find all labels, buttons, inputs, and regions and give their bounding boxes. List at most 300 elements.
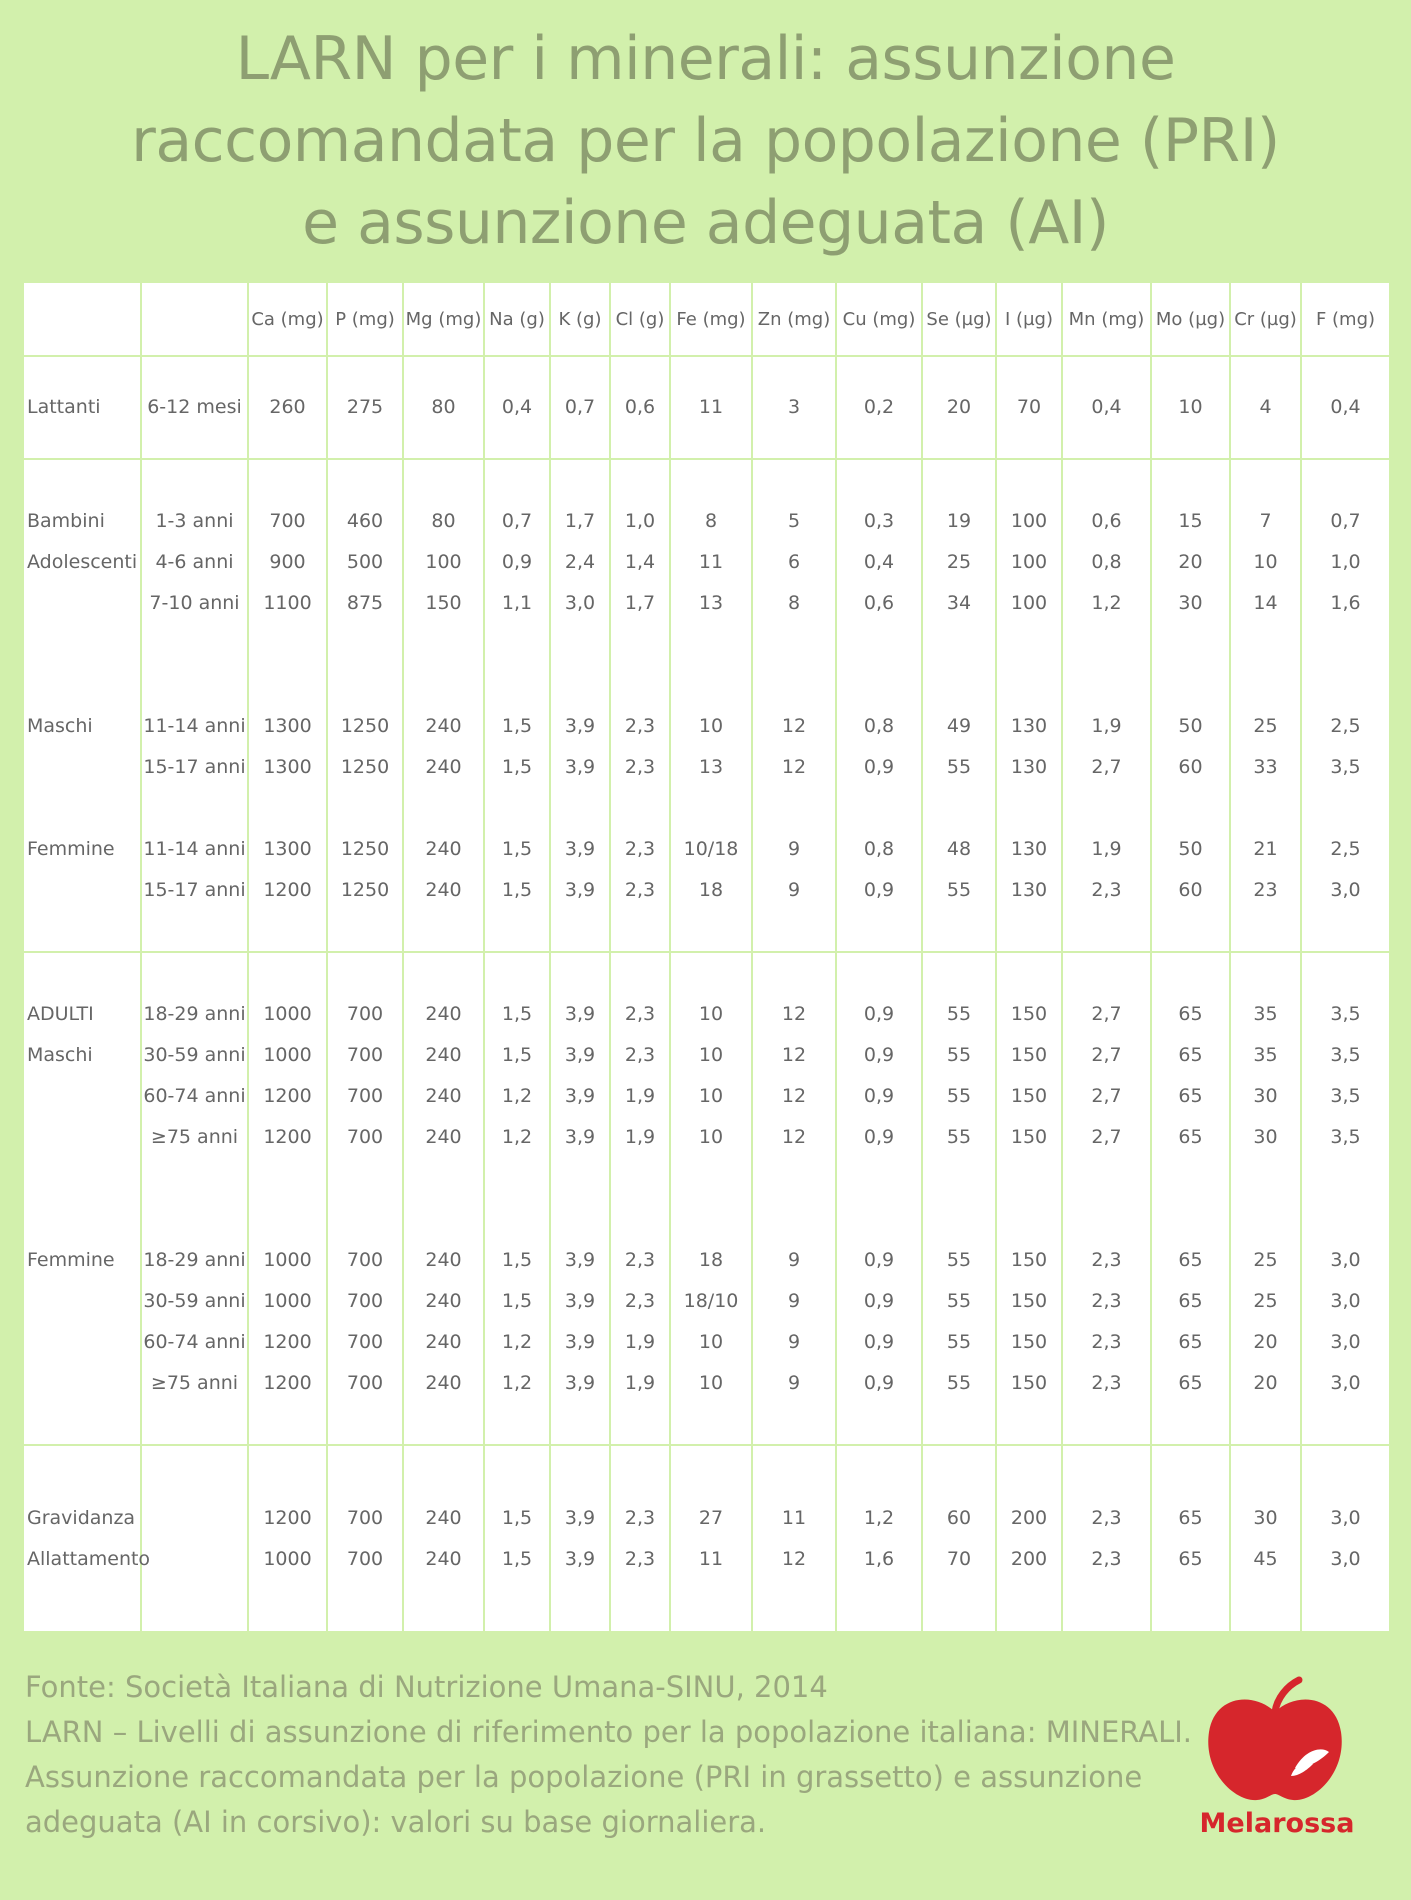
value: 1200 [263,878,312,901]
footer-line-4: adeguata (AI in corsivo): valori su base giornaliera. [25,1805,767,1839]
brand-logo-text: Melarossa [1199,1808,1355,1839]
value: 0,9 [863,1371,895,1394]
value-cell [550,1445,610,1632]
value [1063,788,1150,829]
value: 65 [1178,1506,1203,1529]
value: 2,3 [624,1043,656,1066]
value: 3,0 [1330,878,1361,901]
column-header [23,282,141,356]
value: 700 [346,1547,384,1570]
value: 1,1 [501,591,533,614]
value: 7 [1259,509,1272,532]
value [1231,1158,1300,1199]
column-header: Ca (mg) [248,282,327,356]
value: 2,3 [1091,1248,1122,1271]
value [404,624,483,665]
value: 1,5 [501,1506,533,1529]
value: 150 [1010,1289,1048,1312]
value-cell [670,952,752,1445]
value: 240 [425,714,462,737]
empty-label [27,583,140,624]
value-cell [1230,459,1301,952]
value: 10 [698,1125,724,1148]
value: 2,3 [624,1506,656,1529]
value: 275 [346,395,384,418]
value: 100 [1010,509,1048,532]
column-header: Fe (mg) [670,282,752,356]
value: 2,3 [624,1248,656,1271]
value: 0,6 [863,591,895,614]
value: 3,9 [564,1248,596,1271]
column-header: P (mg) [327,282,403,356]
value-cell [996,1445,1062,1632]
value: 0,7 [1330,509,1361,532]
value: 60 [1178,878,1203,901]
value: 1,5 [501,714,533,737]
value-cell [1151,952,1230,1445]
column-header [141,282,248,356]
value-cell [550,952,610,1445]
value [551,1199,609,1240]
value: 200 [1010,1506,1048,1529]
value: 12 [781,1125,807,1148]
value: 10 [1178,395,1203,418]
value: 130 [1010,714,1048,737]
group-label: Gravidanza [27,1506,136,1529]
value [551,624,609,665]
value: 10 [698,1330,724,1353]
value-cell [996,459,1062,952]
value: 3,5 [1330,1084,1361,1107]
value: 30 [1178,591,1203,614]
value-cell [752,1445,836,1632]
value: 130 [1010,878,1048,901]
value: 55 [946,1002,972,1025]
value [249,788,326,829]
value: 240 [425,1084,462,1107]
value: 1250 [340,714,390,737]
table-row [23,356,1390,459]
value [328,624,402,665]
value-cell [922,356,996,459]
value: 3,9 [564,1330,596,1353]
value: 2,3 [624,1547,656,1570]
group-label-cell [23,356,141,459]
empty-label [27,1322,140,1363]
value: 20 [1253,1330,1278,1353]
value: 30 [1253,1506,1278,1529]
value [1063,665,1150,706]
value: 50 [1178,714,1203,737]
group-label-cell [23,1445,151,1632]
value-cell [248,952,327,1445]
footer-line-2: LARN – Livelli di assunzione di riferimento per la popolazione italiana: MINERALI. [25,1715,1193,1749]
value [485,788,549,829]
age-range: 15-17 anni [143,755,246,778]
value: 1,6 [1330,591,1361,614]
value: 23 [1253,878,1278,901]
value: 55 [946,1043,972,1066]
value: 3,0 [564,591,596,614]
value-cell [922,1445,996,1632]
age-range [142,1199,247,1240]
value [997,788,1061,829]
value: 65 [1178,1125,1203,1148]
table-header-row [23,282,1390,356]
value-cell [1301,1445,1390,1632]
subgroup-label: Maschi [27,714,93,737]
value: 25 [1253,1248,1278,1271]
value: 4 [1259,395,1272,418]
value: 3,9 [564,1547,596,1570]
value: 80 [431,395,456,418]
value: 65 [1178,1248,1203,1271]
value [328,1158,402,1199]
value [1152,665,1229,706]
value-cell [484,1445,550,1632]
value: 1,2 [501,1371,533,1394]
value-cell [1062,952,1151,1445]
value: 27 [698,1506,724,1529]
value: 3,9 [564,837,596,860]
column-header: Zn (mg) [752,282,836,356]
value-cell [484,952,550,1445]
value: 30 [1253,1084,1278,1107]
value: 18 [698,1248,724,1271]
value: 1300 [263,755,312,778]
age-range: 60-74 anni [143,1084,246,1107]
column-header: F (mg) [1301,282,1390,356]
value: 0,8 [863,837,895,860]
value: 0,3 [863,509,895,532]
value: 2,3 [624,1002,656,1025]
age-range: 7-10 anni [149,591,240,614]
value: 55 [946,1371,972,1394]
value: 1,2 [501,1084,533,1107]
value: 1,9 [624,1371,656,1394]
value-cell [403,356,484,459]
value-cell [670,356,752,459]
value: 55 [946,1289,972,1312]
value-cell [670,1445,752,1632]
value: 1,5 [501,1547,533,1570]
value [611,1158,669,1199]
page-title [0,18,1411,264]
footer-line-3: Assunzione raccomandata per la popolazione (PRI in grassetto) e assunzione [25,1760,1143,1794]
value: 1200 [263,1330,312,1353]
value [1152,788,1229,829]
value [551,1158,609,1199]
value: 1,7 [564,509,596,532]
age-range: 1-3 anni [155,509,234,532]
value [671,1158,751,1199]
value: 10 [698,1371,724,1394]
value [611,788,669,829]
value: 1000 [263,1547,312,1570]
value [249,624,326,665]
value: 700 [346,1002,384,1025]
value: 1,9 [1091,714,1122,737]
value: 18 [698,878,724,901]
value: 130 [1010,755,1048,778]
value: 1,5 [501,1248,533,1271]
value [671,665,751,706]
value-cell [1301,952,1390,1445]
value [837,788,921,829]
age-range: 30-59 anni [143,1043,246,1066]
value: 60 [1178,755,1203,778]
value: 65 [1178,1002,1203,1025]
value: 10 [1253,550,1278,573]
title-line-1: LARN per i minerali: assunzione [235,24,1176,94]
value: 3,9 [564,1125,596,1148]
value: 0,9 [863,755,895,778]
value-cell [996,356,1062,459]
value: 2,3 [1091,1330,1122,1353]
empty-label [27,1158,140,1199]
title-line-3: e assunzione adeguata (AI) [302,188,1109,258]
value: 55 [946,1125,972,1148]
value: 12 [781,755,807,778]
value [1302,1199,1389,1240]
source-note [25,1665,1193,1845]
value: 150 [425,591,462,614]
value: 55 [946,1330,972,1353]
age-range: 18-29 anni [143,1248,246,1271]
value [837,1199,921,1240]
value: 2,3 [1091,1289,1122,1312]
value: 11 [781,1506,807,1529]
value: 2,5 [1330,837,1361,860]
value: 0,9 [863,1125,895,1148]
value: 0,4 [1330,395,1361,418]
value-cell [403,952,484,1445]
value-cell [1301,459,1390,952]
value-cell [1151,459,1230,952]
column-header: Cr (µg) [1230,282,1301,356]
value [671,788,751,829]
empty-label [27,788,140,829]
value: 700 [346,1289,384,1312]
value: 55 [946,1084,972,1107]
value [1063,624,1150,665]
value [997,665,1061,706]
value: 150 [1010,1330,1048,1353]
value: 1,9 [624,1125,656,1148]
value: 0,9 [863,1248,895,1271]
value [1302,624,1389,665]
value [1063,1158,1150,1199]
age-range [142,788,247,829]
value: 240 [425,837,462,860]
value: 700 [269,509,306,532]
age-range: ≥75 anni [150,1371,239,1394]
value: 900 [269,550,306,573]
value-cell [1062,356,1151,459]
value: 60 [946,1506,972,1529]
value: 1,9 [624,1084,656,1107]
column-header: Mo (µg) [1151,282,1230,356]
value: 1,5 [501,755,533,778]
value: 12 [781,714,807,737]
value [753,788,835,829]
value [328,1199,402,1240]
value: 1,5 [501,878,533,901]
value: 50 [1178,837,1203,860]
value-cell [922,459,996,952]
value: 13 [698,591,724,614]
empty-label [27,1363,140,1404]
value: 15 [1178,509,1203,532]
value: 200 [1010,1547,1048,1570]
value: 13 [698,755,724,778]
value: 0,9 [863,1330,895,1353]
value: 0,6 [1091,509,1122,532]
value: 10 [698,714,724,737]
value [328,788,402,829]
value [328,665,402,706]
value-cell [550,356,610,459]
value: 0,4 [501,395,533,418]
value: 34 [946,591,972,614]
value: 1,6 [863,1547,895,1570]
subgroup-label: Femmine [27,837,115,860]
value: 12 [781,1002,807,1025]
value: 700 [346,1371,384,1394]
value: 0,9 [863,1002,895,1025]
value [753,624,835,665]
value: 1,5 [501,837,533,860]
value: 55 [946,878,972,901]
value: 3,0 [1330,1547,1361,1570]
value: 20 [1178,550,1203,573]
value-cell [327,459,403,952]
column-header: I (µg) [996,282,1062,356]
group-label: Bambini [27,509,105,532]
value: 9 [787,1248,801,1271]
value: 2,3 [624,714,656,737]
value: 240 [425,1289,462,1312]
value [753,665,835,706]
value [485,624,549,665]
value: 1,2 [501,1330,533,1353]
value: 240 [425,1330,462,1353]
value-cell [327,356,403,459]
value: 1,9 [624,1330,656,1353]
value: 49 [946,714,972,737]
larn-table [22,281,1391,1633]
value: 3,9 [564,1043,596,1066]
value [1152,1199,1229,1240]
value: 3,5 [1330,755,1361,778]
value: 25 [946,550,972,573]
value: 240 [425,1371,462,1394]
value: 20 [946,395,972,418]
value: 2,3 [1091,1371,1122,1394]
value: 0,9 [501,550,533,573]
value: 150 [1010,1043,1048,1066]
value [611,665,669,706]
value-cell [248,1445,327,1632]
value: 70 [946,1547,972,1570]
value: 10 [698,1043,724,1066]
value: 5 [787,509,801,532]
value: 1000 [263,1248,312,1271]
value-cell [403,459,484,952]
value-cell [1062,1445,1151,1632]
value: 3,9 [564,1002,596,1025]
value [404,788,483,829]
value [249,665,326,706]
value-cell [1301,356,1390,459]
value: 130 [1010,837,1048,860]
value-cell [1062,459,1151,952]
value: 65 [1178,1289,1203,1312]
value-cell [610,356,670,459]
value: 240 [425,1248,462,1271]
value: 0,9 [863,1084,895,1107]
value: 1,5 [501,1043,533,1066]
age-cell [141,356,248,459]
value-cell [403,1445,484,1632]
table-row [23,459,1390,952]
value: 2,4 [564,550,596,573]
value [837,1158,921,1199]
value: 240 [425,1506,462,1529]
value-cell [248,459,327,952]
value [1152,624,1229,665]
age-range: 11-14 anni [143,837,246,860]
age-range: 4-6 anni [155,550,234,573]
value: 0,7 [501,509,533,532]
value-cell [327,1445,403,1632]
value [485,1158,549,1199]
value: 500 [346,550,384,573]
value [753,1199,835,1240]
value: 11 [698,1547,724,1570]
minerals-table [22,281,1389,1633]
value: 3,5 [1330,1002,1361,1025]
value [485,665,549,706]
value: 12 [781,1547,807,1570]
footer-line-1: Fonte: Società Italiana di Nutrizione Umana-SINU, 2014 [25,1670,828,1704]
value: 14 [1253,591,1278,614]
value: 0,9 [863,1289,895,1312]
value [1302,788,1389,829]
value: 2,3 [1091,1547,1122,1570]
value: 3,0 [1330,1506,1361,1529]
value [611,624,669,665]
value: 100 [1010,550,1048,573]
value-cell [670,459,752,952]
value [997,1158,1061,1199]
value: 240 [425,1125,462,1148]
value [404,1199,483,1240]
value: 30 [1253,1125,1278,1148]
value-cell [1230,356,1301,459]
value: 0,7 [564,395,596,418]
value: 1,5 [501,1002,533,1025]
value: 0,9 [863,1043,895,1066]
value-cell [550,459,610,952]
table-row [23,952,1390,1445]
value [551,788,609,829]
age-range: 18-29 anni [143,1002,246,1025]
value: 2,7 [1091,1043,1122,1066]
age-cell [141,459,248,952]
value: 3,0 [1330,1330,1361,1353]
value: 1,5 [501,1289,533,1312]
